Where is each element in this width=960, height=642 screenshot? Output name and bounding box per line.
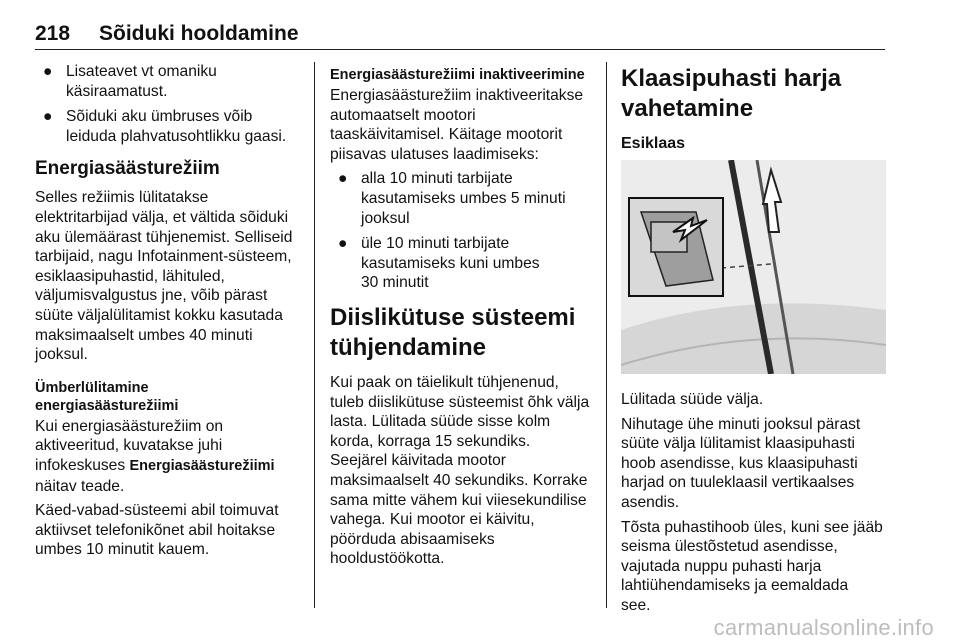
column-2 xyxy=(330,62,598,574)
bullet-dot: ● xyxy=(338,170,348,188)
bullet-dot: ● xyxy=(338,235,348,253)
section-heading: Klaasipuhasti harja vahetamine xyxy=(621,65,842,122)
paragraph: Kui energiasäästurežiim on aktiveeritud, kuvatakse juhi infokeskuses Energiasäästurežiimi näitav teade. xyxy=(35,417,275,495)
subheading: Energiasäästurežiimi inaktiveerimine xyxy=(330,67,585,83)
column-3 xyxy=(621,62,887,621)
page-number: 218 xyxy=(35,22,71,45)
column-1 xyxy=(35,62,308,565)
page-title: Sõiduki hooldamine xyxy=(99,22,299,45)
subheading: Esiklaas xyxy=(621,135,686,152)
wiper-illustration-svg xyxy=(621,160,886,374)
wiper-illustration xyxy=(621,160,886,374)
paragraph: Selles režiimis lülitatakse elektritarbijad välja, et vältida sõiduki aku ülemäärast tühjenemist. Selliseid tarbijaid, nagu Infotainment-süsteem, esiklaasipuhastid, lähituled, väljumisvalgustus jne, võib pärast süüte väljalülitamist kokku kasutada maksimaalselt umbes 40 minuti jooksul. xyxy=(35,189,293,364)
paragraph: Käed-vabad-süsteemi abil toimuvat aktiivset telefonikõnet abil hoitakse umbes 10 minutit kauem. xyxy=(35,502,279,559)
bullet-dot: ● xyxy=(43,63,53,80)
section-heading: Energiasäästurežiim xyxy=(35,158,220,180)
paragraph: Kui paak on täielikult tühjenenud, tuleb diislikütuse süsteemist õhk välja lasta. Lülitada süüde sisse kolm korda, korraga 15 sekundiks. Seejärel käivitada mootor maksimaalselt 40 sekundiks. Korrake sama mitte vähem kui viiesekundilise vahega. Kui mootor ei käivitu, pöörduda abisaamiseks hooldustöökotta. xyxy=(330,373,590,568)
section-heading: Diislikütuse süsteemi tühjendamine xyxy=(330,303,576,361)
page-header xyxy=(35,22,885,46)
column-divider-2 xyxy=(606,62,607,608)
ui-message-name: Energiasäästurežiimi xyxy=(129,457,275,474)
bullet-item: ● alla 10 minuti tarbijate kasutamiseks umbes 5 minuti jooksul xyxy=(338,170,566,227)
paragraph: Lülitada süüde välja. xyxy=(621,391,764,408)
column-divider-1 xyxy=(314,62,315,608)
bullet-item: ● Lisateavet vt omaniku käsiraamatust. xyxy=(43,63,217,100)
bullet-item: ● Sõiduki aku ümbruses võib leiduda plahvatusohtlikku gaasi. xyxy=(43,108,287,145)
paragraph: Tõsta puhastihoob üles, kuni see jääb seisma ülestõstetud asendisse, vajutada nuppu puhasti harja lahtiühendamiseks ja eemaldada see. xyxy=(621,518,883,614)
header-rule xyxy=(35,49,885,50)
bullet-item: ● üle 10 minuti tarbijate kasutamiseks kuni umbes 30 minutit xyxy=(338,235,540,292)
bullet-dot: ● xyxy=(43,108,53,126)
paragraph: Nihutage ühe minuti jooksul pärast süüte välja lülitamist klaasipuhasti hoob asendisse, kus klaasipuhasti harjad on tuuleklaasil vertikaalses asendis. xyxy=(621,415,861,511)
paragraph: Energiasäästurežiim inaktiveeritakse automaatselt mootori taaskäivitamisel. Käitage mootorit piisavas ulatuses laadimiseks: xyxy=(330,87,584,163)
watermark: carmanualsonline.info xyxy=(713,615,934,640)
subheading: Ümberlülitamine energiasäästurežiimi xyxy=(35,379,179,414)
